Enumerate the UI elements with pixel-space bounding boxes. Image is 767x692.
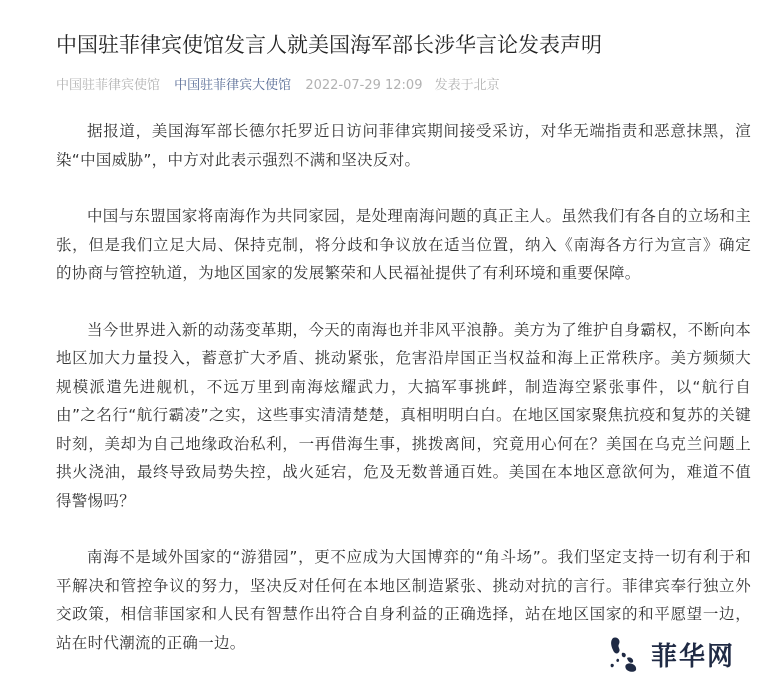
- paragraph-2: 中国与东盟国家将南海作为共同家园，是处理南海问题的真正主人。虽然我们有各自的立场和主张，但是我们立足大局、保持克制，将分歧和争议放在适当位置，纳入《南海各方行为宣言》确定的协商与管控轨道，为地区国家的发展繁荣和人民福祉提供了有利环境和重要保障。: [56, 207, 751, 282]
- meta-datetime: 2022-07-29 12:09: [305, 78, 423, 93]
- article-title: 中国驻菲律宾使馆发言人就美国海军部长涉华言论发表声明: [56, 33, 602, 57]
- article-meta: [56, 76, 500, 96]
- watermark: [605, 624, 755, 684]
- paragraph-4: 南海不是域外国家的“游猎园”，更不应成为大国博弈的“角斗场”。我们坚定支持一切有利于和平解决和管控争议的努力，坚决反对任何在本地区制造紧张、挑动对抗的言行。菲律宾奉行独立外交政策，相信菲国家和人民有智慧作出符合自身利益的正确选择，站在地区国家的和平愿望一边，站在时代潮流的正确一边。: [56, 548, 751, 652]
- meta-account-link[interactable]: 中国驻菲律宾大使馆: [174, 78, 292, 93]
- philippines-map-logo-icon: [605, 634, 645, 674]
- meta-author: 中国驻菲律宾使馆: [56, 78, 161, 93]
- article-content: [56, 117, 751, 685]
- meta-location: 发表于北京: [434, 78, 500, 93]
- watermark-text: 菲华网: [651, 641, 736, 672]
- paragraph-1: 据报道，美国海军部长德尔托罗近日访问菲律宾期间接受采访，对华无端指责和恶意抹黑，渲染“中国威胁”，中方对此表示强烈不满和坚决反对。: [56, 122, 751, 169]
- paragraph-3: 当今世界进入新的动荡变革期，今天的南海也并非风平浪静。美方为了维护自身霸权，不断向本地区加大力量投入，蓄意扩大矛盾、挑动紧张，危害沿岸国正当权益和海上正常秩序。美方频频大规模派遣先进舰机，不远万里到南海炫耀武力，大搞军事挑衅，制造海空紧张事件，以“航行自由”之名行“航行霸凌”之实，这些事实清清楚楚，真相明明白白。在地区国家聚焦抗疫和复苏的关键时刻，美却为自己地缘政治私利，一再借海生事，挑拨离间，究竟用心何在？美国在乌克兰问题上拱火浇油，最终导致局势失控，战火延宕，危及无数普通百姓。美国在本地区意欲何为，难道不值得警惕吗？: [56, 320, 751, 510]
